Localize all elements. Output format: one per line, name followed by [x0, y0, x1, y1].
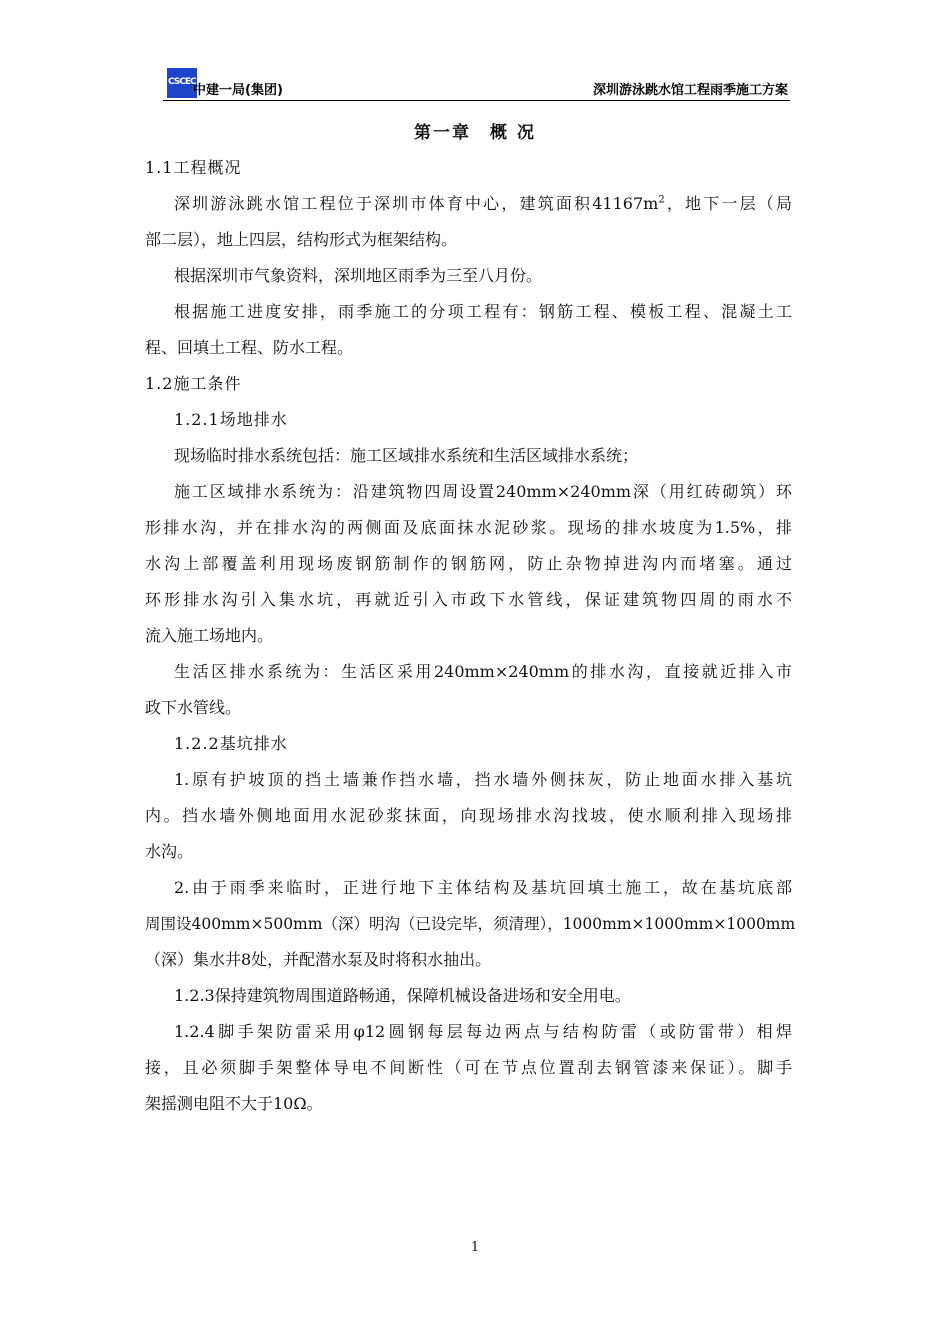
paragraph-line: 水沟上部覆盖利用现场废钢筋制作的钢筋网，防止杂物掉进沟内而堵塞。通过	[145, 554, 792, 573]
subsection-heading: 1.2.3保持建筑物周围道路畅通，保障机械设备进场和安全用电。	[174, 986, 631, 1005]
paragraph-text: 深圳游泳跳水馆工程位于深圳市体育中心，建筑面积41167m	[174, 194, 659, 213]
paragraph-line: 周围设400mm×500mm（深）明沟（已设完毕，须清理），1000mm×1000mm×1000mm	[145, 915, 796, 933]
header-company: 中建一局(集团)	[193, 83, 283, 98]
paragraph-line: 部二层），地上四层，结构形式为框架结构。	[145, 230, 458, 249]
superscript: 2	[658, 194, 665, 206]
logo-text: CSCEC	[168, 77, 196, 87]
paragraph-line	[174, 194, 792, 214]
section-heading: 1.2施工条件	[145, 374, 242, 393]
subsection-heading: 1.2.1场地排水	[174, 410, 288, 429]
paragraph-line: 程、回填土工程、防水工程。	[145, 338, 354, 357]
paragraph-line: 2.由于雨季来临时，正进行地下主体结构及基坑回填土施工，故在基坑底部	[174, 878, 792, 897]
paragraph-line: 形排水沟，并在排水沟的两侧面及底面抹水泥砂浆。现场的排水坡度为1.5%，排	[145, 518, 792, 537]
chapter-title: 第一章 概 况	[414, 123, 536, 143]
paragraph-line: 内。挡水墙外侧地面用水泥砂浆抹面，向现场排水沟找坡，使水顺利排入现场排	[145, 806, 792, 825]
paragraph-line: （深）集水井8处，并配潜水泵及时将积水抽出。	[145, 950, 492, 969]
paragraph-line: 根据深圳市气象资料，深圳地区雨季为三至八月份。	[174, 266, 543, 285]
paragraph-line: 1.2.4脚手架防雷采用φ12圆钢每层每边两点与结构防雷（或防雷带）相焊	[174, 1022, 792, 1041]
paragraph-line: 现场临时排水系统包括：施工区域排水系统和生活区域排水系统；	[174, 446, 639, 465]
subsection-heading: 1.2.2基坑排水	[174, 734, 288, 753]
page-header	[163, 66, 790, 101]
paragraph-line: 1.原有护坡顶的挡土墙兼作挡水墙，挡水墙外侧抹灰，防止地面水排入基坑	[174, 770, 792, 789]
section-heading: 1.1工程概况	[145, 158, 242, 177]
header-doc-title: 深圳游泳跳水馆工程雨季施工方案	[592, 83, 788, 98]
paragraph-line: 根据施工进度安排，雨季施工的分项工程有：钢筋工程、模板工程、混凝土工	[174, 302, 792, 321]
paragraph-text: ，地下一层（局	[664, 194, 792, 213]
page-number: 1	[470, 1240, 480, 1255]
paragraph-line: 架摇测电阻不大于10Ω。	[145, 1094, 323, 1113]
paragraph-line: 水沟。	[145, 842, 194, 861]
paragraph-line: 政下水管线。	[145, 698, 242, 717]
paragraph-line: 生活区排水系统为：生活区采用240mm×240mm的排水沟，直接就近排入市	[174, 662, 792, 681]
paragraph-line: 环形排水沟引入集水坑，再就近引入市政下水管线，保证建筑物四周的雨水不	[145, 590, 792, 609]
paragraph-line: 施工区域排水系统为：沿建筑物四周设置240mm×240mm深（用红砖砌筑）环	[174, 482, 792, 501]
paragraph-line: 流入施工场地内。	[145, 626, 274, 645]
paragraph-line: 接，且必须脚手架整体导电不间断性（可在节点位置刮去钢管漆来保证）。脚手	[145, 1058, 792, 1077]
